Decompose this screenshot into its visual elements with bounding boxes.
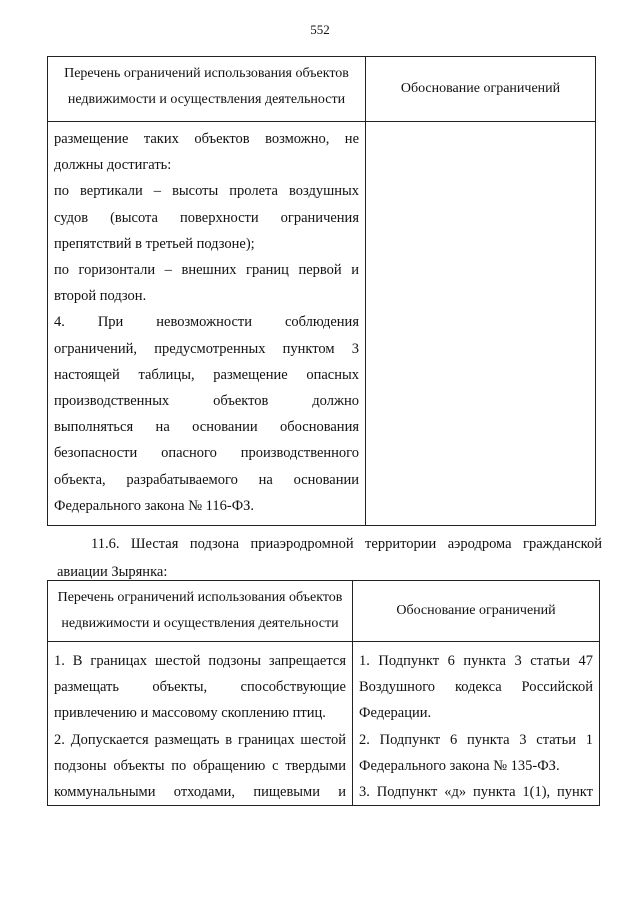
restrictions-table-continued	[47, 56, 596, 526]
text-line: производственных объектов должно	[54, 393, 359, 410]
header-justification: Обоснование ограничений	[353, 581, 600, 642]
header-justification: Обоснование ограничений	[366, 57, 596, 122]
text-line: 3. Подпункт «д» пункта 1(1), пункт	[359, 784, 593, 801]
text-line: объекта, разрабатываемого на основании	[54, 471, 359, 488]
justification-cell	[366, 122, 596, 526]
text-line: 4. При невозможности соблюдения	[54, 314, 359, 331]
text-line: 1. Подпункт 6 пункта 3 статьи 47	[359, 653, 593, 669]
justification-cell	[353, 642, 600, 806]
text-line: препятствий в третьей подзоне);	[54, 235, 255, 252]
page-number: 552	[310, 22, 330, 37]
text-line: Федерального закона № 135-ФЗ.	[359, 757, 560, 774]
text-line: подзоны объекты по обращению с твердыми	[54, 757, 346, 774]
text-line: ограничений, предусмотренных пунктом 3	[54, 340, 359, 357]
restrictions-table-subzone-6	[47, 580, 600, 806]
text-line: 2. Допускается размещать в границах шестой	[54, 731, 346, 748]
section-heading	[57, 530, 602, 586]
text-line: судов (высота поверхности ограничения	[54, 209, 359, 226]
text-line: размещать объекты, способствующие	[54, 679, 346, 696]
table-row	[48, 122, 596, 526]
text-line: 1. В границах шестой подзоны запрещается	[54, 653, 346, 669]
table-header-row	[48, 581, 600, 642]
table-header-row	[48, 57, 596, 122]
text-line: выполняться на основании обоснования	[54, 419, 359, 436]
text-line: второй подзон.	[54, 288, 147, 305]
text-line: безопасности опасного производственного	[54, 445, 359, 462]
text-line: 2. Подпункт 6 пункта 3 статьи 1	[359, 731, 593, 748]
header-restrictions-list: Перечень ограничений использования объектов недвижимости и осуществления деятельности	[48, 57, 366, 122]
section-heading-line: 11.6. Шестая подзона приаэродромной территории аэродрома гражданской	[91, 536, 602, 552]
text-line: Федерального закона № 116-ФЗ.	[54, 497, 255, 514]
text-line: должны достигать:	[54, 157, 172, 174]
text-line: размещение таких объектов возможно, не	[54, 131, 359, 147]
text-line: Федерации.	[359, 705, 432, 722]
text-line: коммунальными отходами, пищевыми и	[54, 784, 346, 801]
text-line: настоящей таблицы, размещение опасных	[54, 366, 359, 383]
restrictions-cell	[48, 122, 366, 526]
text-line: Воздушного кодекса Российской	[359, 679, 593, 696]
text-line: привлечению и массовому скоплению птиц.	[54, 705, 326, 722]
text-line: по вертикали – высоты пролета воздушных	[54, 183, 359, 200]
section-heading-line: авиации Зырянка:	[57, 564, 168, 580]
header-restrictions-list: Перечень ограничений использования объектов недвижимости и осуществления деятельности	[48, 581, 353, 642]
text-line: по горизонтали – внешних границ первой и	[54, 262, 359, 279]
table-row	[48, 642, 600, 806]
restrictions-cell	[48, 642, 353, 806]
